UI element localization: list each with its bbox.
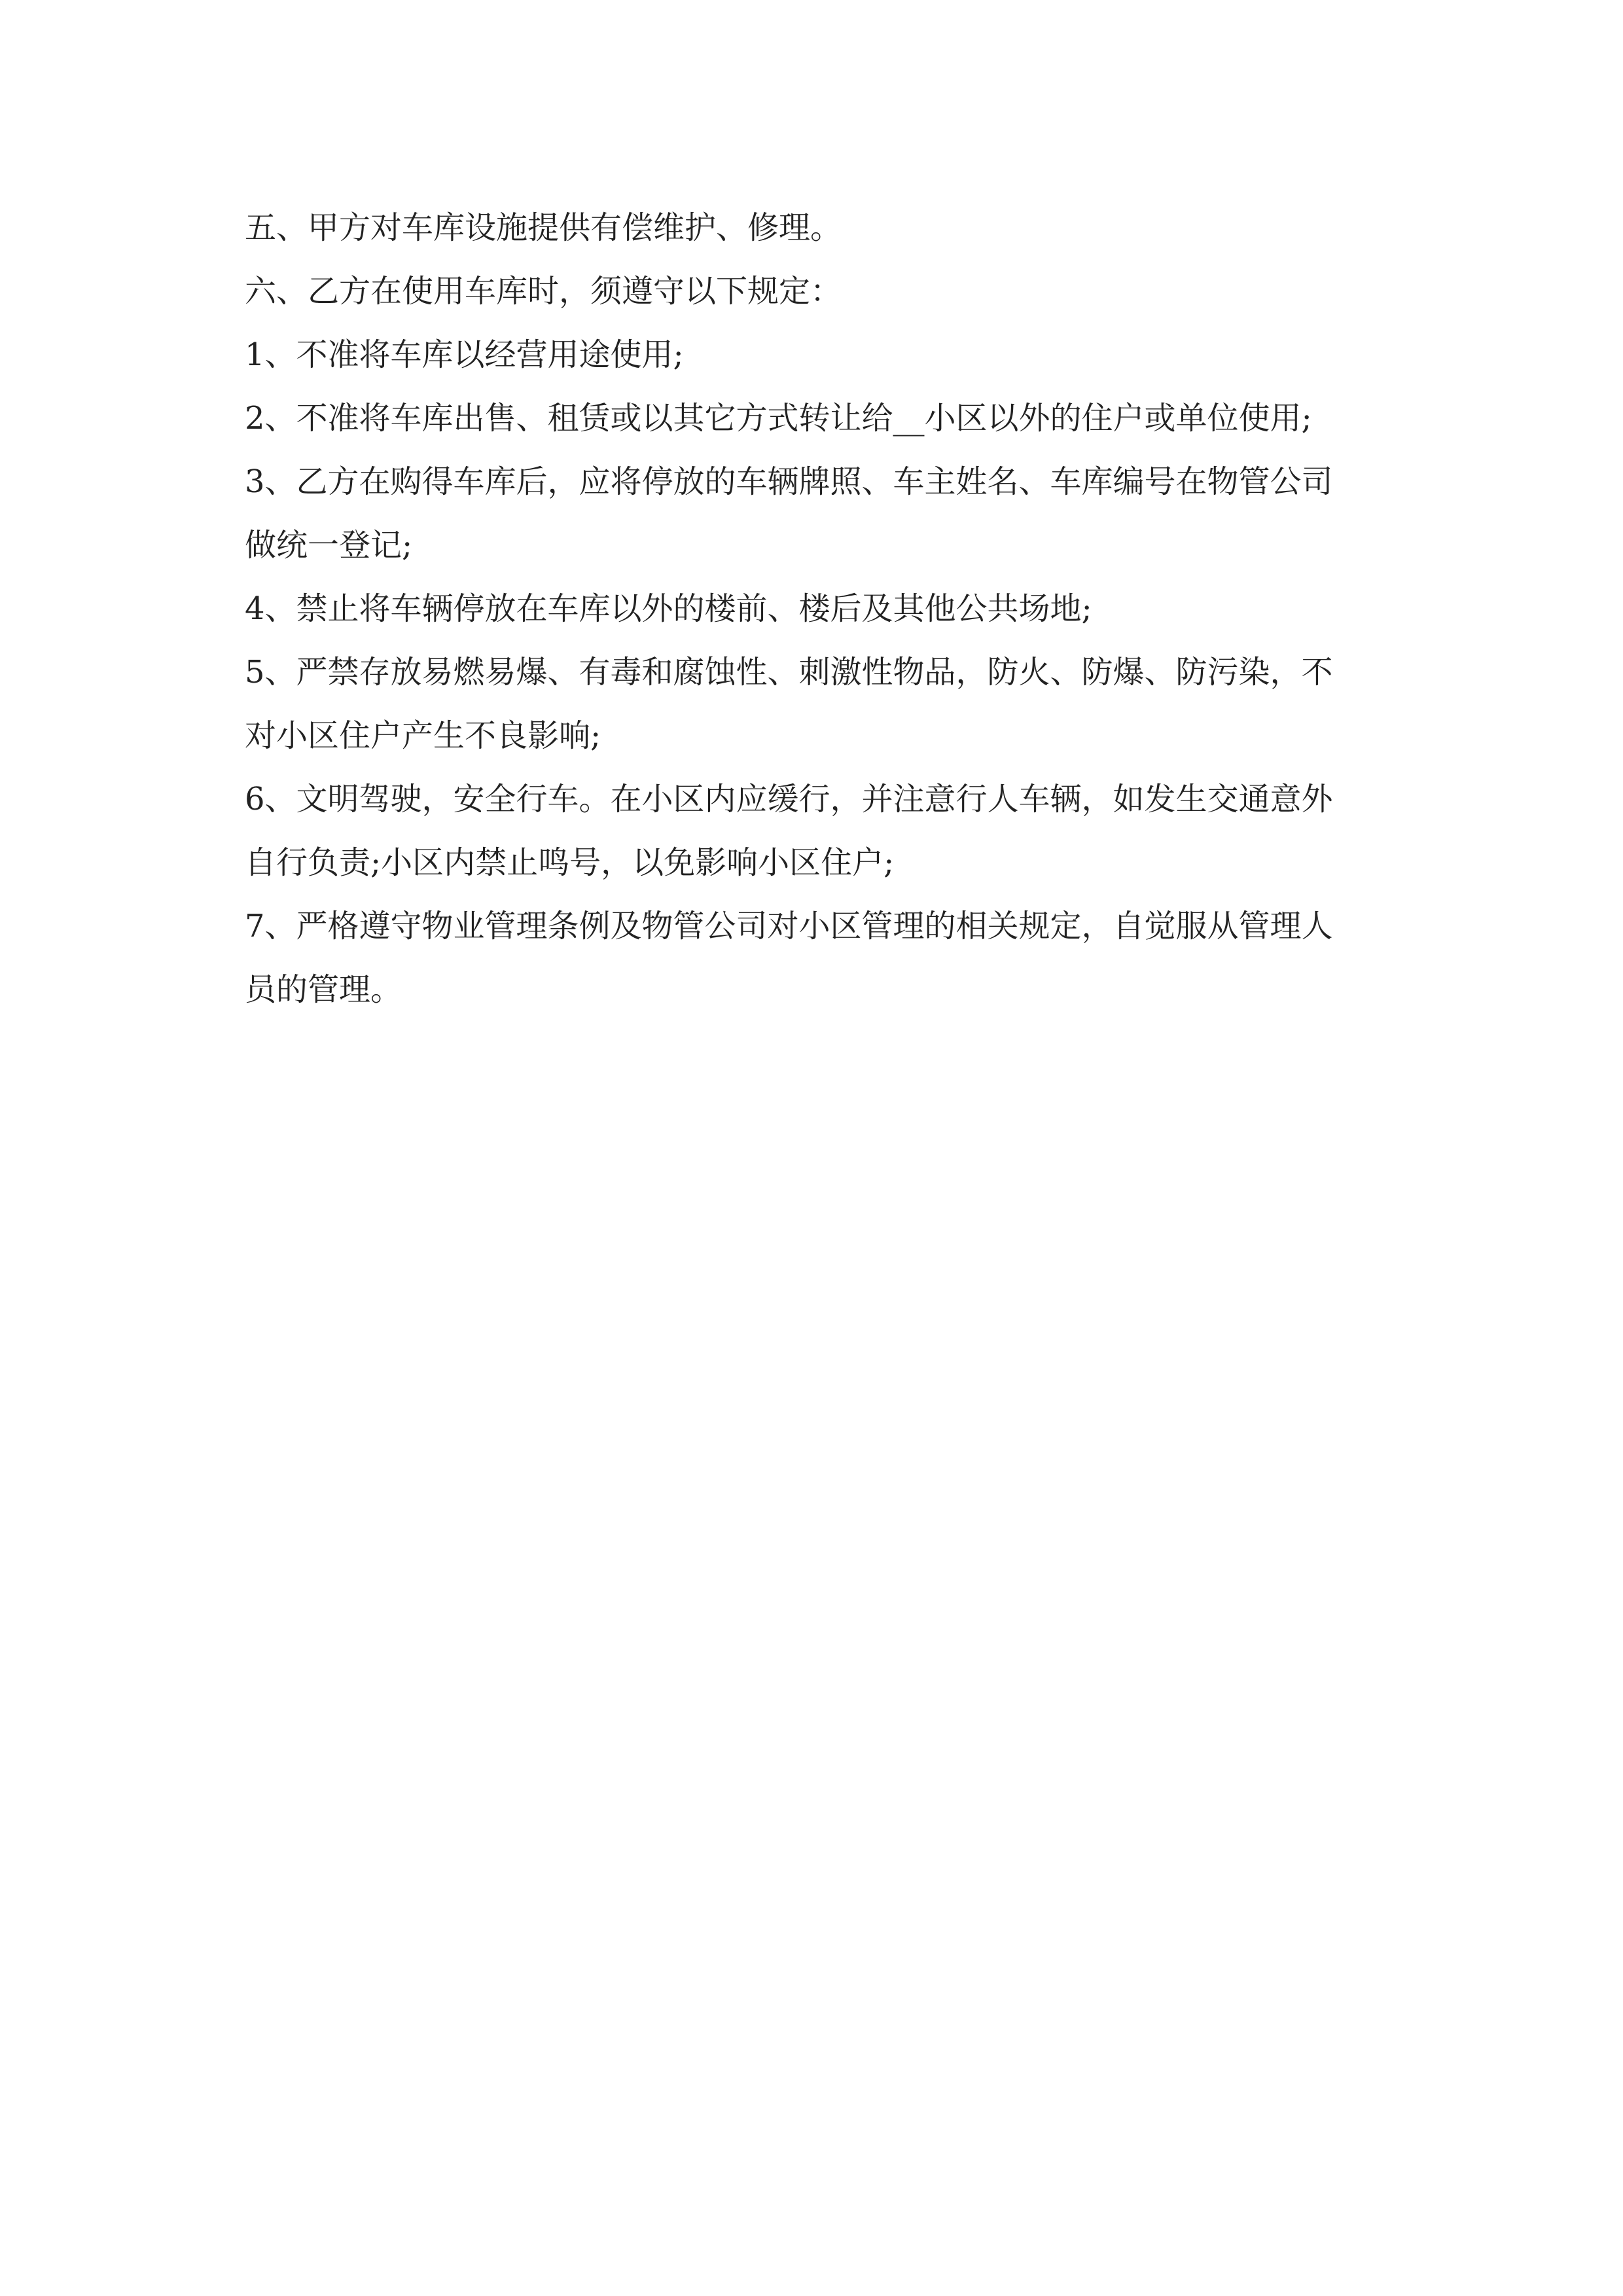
text-line: 5、严禁存放易燃易爆、有毒和腐蚀性、刺激性物品，防火、防爆、防污染，不 xyxy=(245,654,1333,691)
text-line: 4、禁止将车辆停放在车库以外的楼前、楼后及其他公共场地; xyxy=(245,590,1092,627)
text-line: 6、文明驾驶，安全行车。在小区内应缓行，并注意行人车辆，如发生交通意外 xyxy=(245,781,1333,817)
text-line: 对小区住户产生不良影响; xyxy=(245,717,601,754)
text-line: 做统一登记; xyxy=(245,527,413,564)
text-line: 六、乙方在使用车库时，须遵守以下规定： xyxy=(245,273,842,310)
text-line: 五、甲方对车库设施提供有偿维护、修理。 xyxy=(245,209,842,246)
text-line: 2、不准将车库出售、租赁或以其它方式转让给__小区以外的住户或单位使用; xyxy=(245,400,1312,437)
text-line: 自行负责;小区内禁止鸣号，以免影响小区住户; xyxy=(245,844,895,881)
text-line: 3、乙方在购得车库后，应将停放的车辆牌照、车主姓名、车库编号在物管公司 xyxy=(245,463,1333,500)
text-line: 员的管理。 xyxy=(245,971,402,1008)
text-line: 7、严格遵守物业管理条例及物管公司对小区管理的相关规定，自觉服从管理人 xyxy=(245,908,1333,944)
document-body xyxy=(245,196,1383,1022)
text-line: 1、不准将车库以经营用途使用; xyxy=(245,336,684,373)
